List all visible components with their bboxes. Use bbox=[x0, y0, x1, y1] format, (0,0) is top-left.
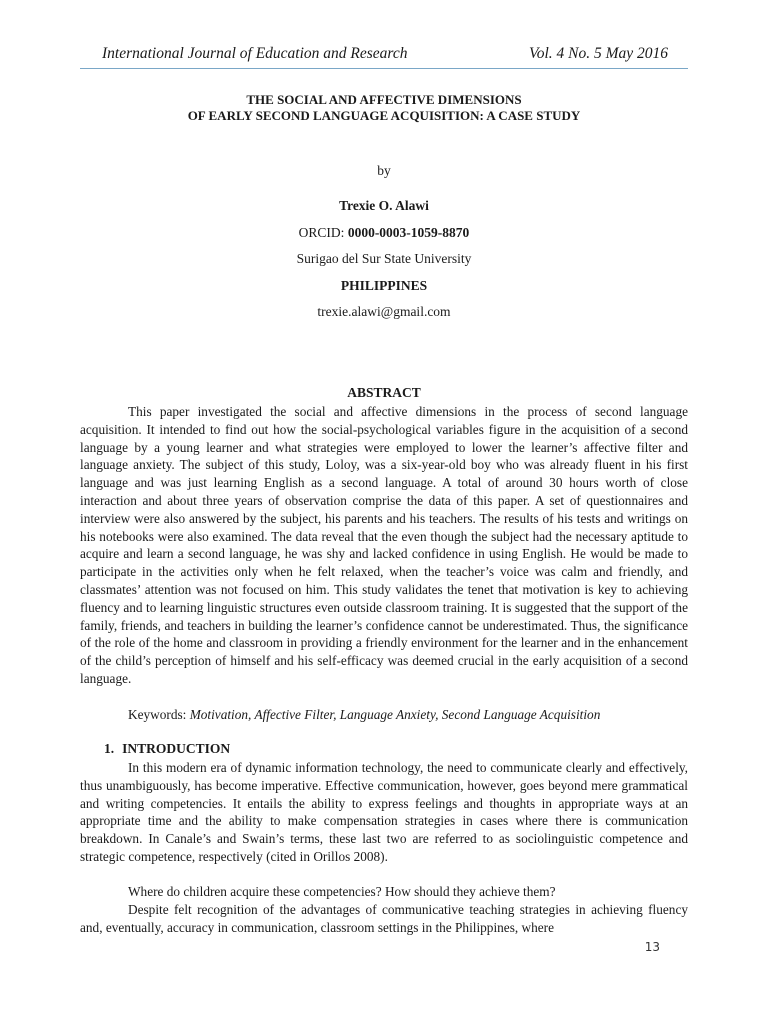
page-number: 13 bbox=[644, 940, 660, 954]
country: PHILIPPINES bbox=[340, 278, 428, 293]
title-line-1: THE SOCIAL AND AFFECTIVE DIMENSIONS bbox=[246, 92, 522, 107]
volume-info: Vol. 4 No. 5 May 2016 bbox=[528, 45, 668, 62]
paper-title bbox=[80, 92, 688, 124]
section-number: 1. bbox=[104, 741, 115, 756]
keywords-line bbox=[80, 706, 688, 724]
title-line-2: OF EARLY SECOND LANGUAGE ACQUISITION: A CASE STUDY bbox=[187, 108, 581, 123]
abstract-text: This paper investigated the social and affective dimensions in the process of second language acquisition. It intended to find out how the social-psychological variables figure in the acquisition of a second language by a young learner and what strategies were employed to lower the learner’s affective filter and language anxiety. The subject of this study, Loloy, was a six-year-old boy who was already fluent in his first language and was just learning English as a second language. A total of around 30 hours worth of close interaction and about three years of observation comprise the data of this paper. A set of questionnaires and interview were also answered by the subject, his parents and his teachers. The results of his tests and writings on his notebooks were also examined. The data reveal that the even though the subject had the necessary aptitude to acquire and learn a second language, he was shy and lacked confidence in using English. He would be made to participate in the activities only when he felt relaxed, when the teacher’s voice was calm and friendly, and classmates’ attention was not focused on him. This study validates the tenet that motivation is key to achieving fluency and to learning linguistic structures even outside classroom training. It is suggested that the support of the family, friends, and teachers in building the learner’s confidence cannot be underestimated. Thus, the significance of the role of the home and classroom in providing a friendly environment for the learner and in the enhancement of the child’s perception of himself and his self-efficacy was deemed crucial in the early acquisition of a second language. bbox=[80, 404, 688, 686]
orcid-line bbox=[80, 225, 688, 241]
abstract-heading: ABSTRACT bbox=[347, 385, 421, 400]
section-title: INTRODUCTION bbox=[122, 741, 231, 756]
intro-paragraph-3: Despite felt recognition of the advantages of communicative teaching strategies in achieving fluency and, eventually, accuracy in communication, classroom settings in the Philippines, where bbox=[80, 902, 688, 935]
orcid-id: 0000-0003-1059-8870 bbox=[347, 225, 470, 240]
orcid-label: ORCID: bbox=[298, 225, 345, 240]
keywords-list: Motivation, Affective Filter, Language Anxiety, Second Language Acquisition bbox=[189, 707, 601, 722]
intro-paragraph-1: In this modern era of dynamic information technology, the need to communicate clearly and effectively, thus unambiguously, has become imperative. Effective communication, however, goes beyond mere grammatical and writing competencies. It entails the ability to express feelings and thoughts in appropriate ways at an appropriate time and the ability to make compensation strategies in cases where there is communication breakdown. In Canale’s and Swain’s terms, these last two are referred to as sociolinguistic competence and strategic competence, respectively (cited in Orillos 2008). bbox=[80, 760, 688, 864]
author-email: trexie.alawi@gmail.com bbox=[317, 304, 451, 319]
journal-name: International Journal of Education and Research bbox=[102, 45, 408, 62]
keywords-label: Keywords: bbox=[128, 707, 187, 722]
running-header bbox=[80, 44, 688, 69]
section-heading-introduction bbox=[104, 741, 230, 757]
intro-paragraph-2: Where do children acquire these competencies? How should they achieve them? bbox=[128, 884, 556, 899]
author-name: Trexie O. Alawi bbox=[339, 198, 429, 213]
affiliation: Surigao del Sur State University bbox=[296, 251, 472, 266]
by-label: by bbox=[377, 163, 391, 178]
